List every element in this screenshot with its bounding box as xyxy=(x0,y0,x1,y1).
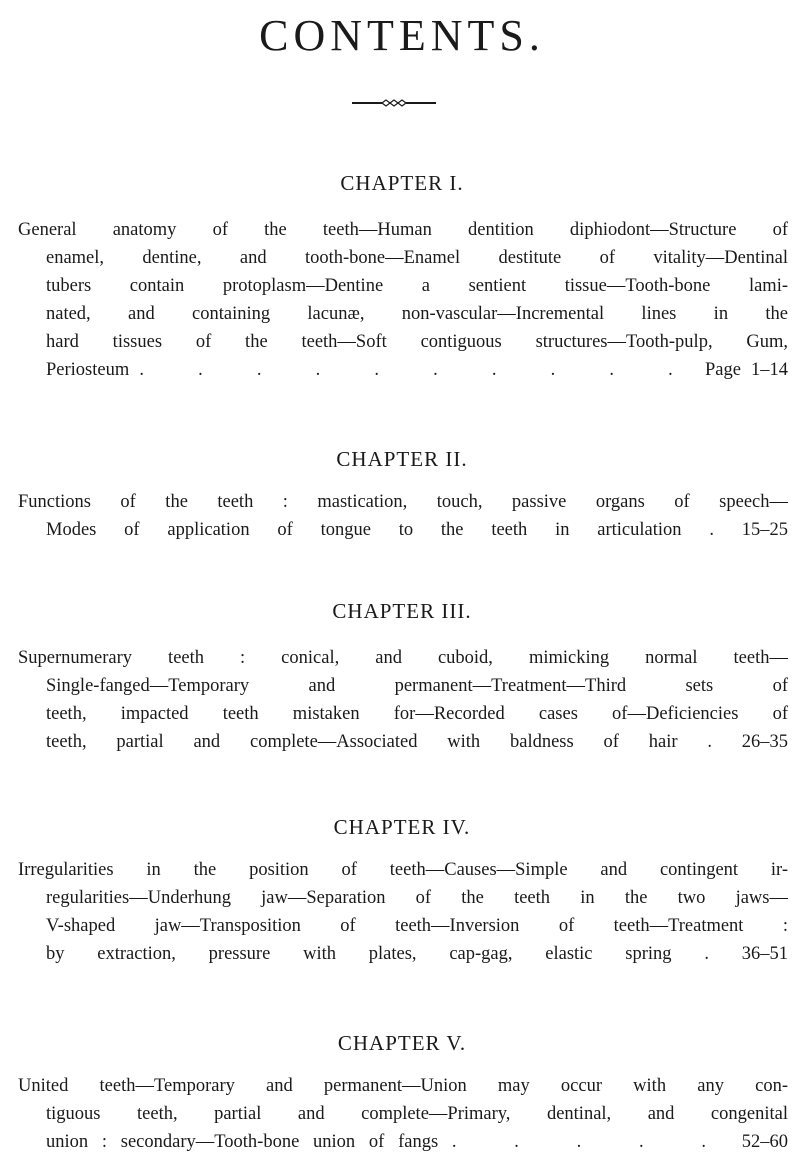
entry-line: V-shaped jaw—Transposition of teeth—Inversion of teeth—Treatment : xyxy=(46,916,788,936)
entry-last-line xyxy=(18,1128,788,1156)
entry-last-text: union : secondary—Tooth-bone union of fangs xyxy=(46,1132,439,1152)
entry-line: hard tissues of the teeth—Soft contiguous structures—Tooth-pulp, Gum, xyxy=(46,332,788,352)
entry-last-text: Modes of application of tongue to the teeth in articulation xyxy=(46,520,682,540)
entry-last-line xyxy=(18,940,788,968)
dot-leader: . xyxy=(707,732,712,752)
chapter-entry-4 xyxy=(18,856,788,968)
entry-last-text: teeth, partial and complete—Associated with baldness of hair xyxy=(46,732,678,752)
entry-last-line xyxy=(18,728,788,756)
entry-line: enamel, dentine, and tooth-bone—Enamel destitute of vitality—Dentinal xyxy=(46,248,788,268)
page-range: 36–51 xyxy=(741,944,789,964)
entry-line: Functions of the teeth : mastication, touch, passive organs of speech— xyxy=(18,492,788,512)
entry-last-text: Periosteum xyxy=(46,360,130,380)
chapter-entry-3 xyxy=(18,644,788,756)
entry-line: tiguous teeth, partial and complete—Primary, dentinal, and congenital xyxy=(46,1104,788,1124)
entry-line: regularities—Underhung jaw—Separation of the teeth in the two jaws— xyxy=(46,888,788,908)
entry-line: tubers contain protoplasm—Dentine a sentient tissue—Tooth-bone lami- xyxy=(46,276,788,296)
page-range: 15–25 xyxy=(741,520,789,540)
chapter-heading-4: CHAPTER IV. xyxy=(333,815,471,839)
entry-line: teeth, impacted teeth mistaken for—Recorded cases of—Deficiencies of xyxy=(46,704,788,724)
dot-leader: . . . . . . . . . . xyxy=(139,360,695,380)
chapter-heading-1: CHAPTER I. xyxy=(340,171,464,195)
entry-last-line xyxy=(18,516,788,544)
entry-line: Irregularities in the position of teeth—Causes—Simple and contingent ir- xyxy=(18,860,788,880)
chapter-entry-2 xyxy=(18,488,788,544)
entry-line: Single-fanged—Temporary and permanent—Treatment—Third sets of xyxy=(46,676,788,696)
dot-leader: . xyxy=(709,520,714,540)
entry-last-line xyxy=(18,356,788,384)
chapter-heading-2: CHAPTER II. xyxy=(336,447,468,471)
chapter-entry-1 xyxy=(18,216,788,384)
chapter-heading-3: CHAPTER III. xyxy=(332,599,472,623)
entry-line: nated, and containing lacunæ, non-vascular—Incremental lines in the xyxy=(46,304,788,324)
entry-line: General anatomy of the teeth—Human dentition diphiodont—Structure of xyxy=(18,220,788,240)
chapter-entry-5 xyxy=(18,1072,788,1156)
dot-leader: . . . . . xyxy=(451,1132,729,1152)
page-title: CONTENTS. xyxy=(259,11,545,60)
chapter-heading-5: CHAPTER V. xyxy=(337,1031,467,1055)
page-range: Page 1–14 xyxy=(704,360,789,380)
entry-last-text: by extraction, pressure with plates, cap-gag, elastic spring xyxy=(46,944,672,964)
divider-ornament-icon xyxy=(352,96,436,110)
dot-leader: . xyxy=(704,944,709,964)
page-range: 26–35 xyxy=(741,732,789,752)
entry-line: United teeth—Temporary and permanent—Union may occur with any con- xyxy=(18,1076,788,1096)
entry-line: Supernumerary teeth : conical, and cuboid, mimicking normal teeth— xyxy=(18,648,788,668)
page-range: 52–60 xyxy=(741,1132,789,1152)
